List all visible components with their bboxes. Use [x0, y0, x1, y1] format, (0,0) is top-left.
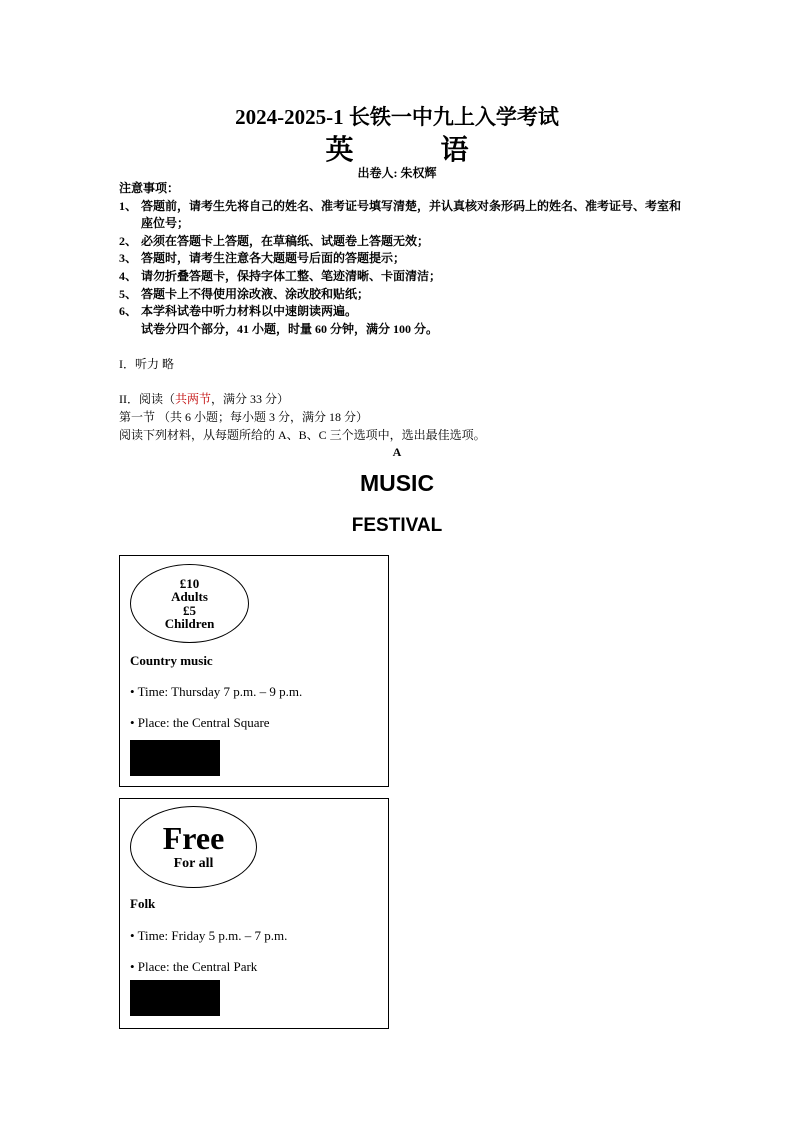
adult-price: £10 [179, 575, 200, 591]
note-item [119, 198, 689, 233]
note-item [119, 268, 689, 286]
event-time: • Time: Thursday 7 p.m. – 9 p.m. [130, 684, 303, 699]
free-label: Free [162, 820, 225, 856]
child-price: £5 [183, 602, 196, 618]
note-item [119, 303, 689, 321]
event-card-country [119, 555, 389, 787]
child-label: Children [164, 616, 215, 631]
event-place: • Place: the Central Square [130, 715, 270, 730]
price-oval [130, 564, 249, 643]
redacted-box [130, 980, 220, 1016]
festival-title: MUSIC [359, 470, 435, 496]
event-genre: Country music [130, 653, 213, 668]
note-text: 请勿折叠答题卡，保持字体工整、笔迹清晰、卡面清洁； [141, 268, 442, 283]
note-text: 答题时，请考生注意各大题题号后面的答题提示； [141, 251, 406, 266]
event-genre: Folk [130, 896, 156, 911]
festival-subtitle: FESTIVAL [351, 515, 443, 536]
note-item [119, 233, 689, 251]
note-number: 3、 [119, 251, 138, 266]
price-oval [130, 806, 257, 888]
part-two-highlight: 共两节 [175, 392, 212, 406]
adult-label: Adults [171, 589, 208, 604]
note-number: 6、 [119, 304, 138, 319]
note-text: 答题卡上不得使用涂改液、涂改胶和贴纸； [141, 286, 370, 301]
part-two-prefix: II．阅读（ [119, 392, 175, 406]
note-text: 本学科试卷中听力材料以中速朗读两遍。 [141, 304, 358, 319]
exam-notes [119, 180, 689, 338]
redacted-box [130, 740, 220, 776]
for-all-label: For all [173, 856, 214, 871]
event-place: • Place: the Central Park [130, 959, 258, 974]
event-card-folk [119, 798, 389, 1029]
exam-title: 2024-2025-1 长铁一中九上入学考试 [235, 105, 559, 129]
note-item [119, 286, 689, 304]
note-text: 必须在答题卡上答题，在草稿纸、试题卷上答题无效； [141, 233, 430, 248]
part-two-heading [119, 390, 289, 407]
part-one-heading: I．听力 略 [119, 357, 174, 371]
exam-format-note: 试卷分四个部分，41 小题，时量 60 分钟，满分 100 分。 [141, 321, 439, 336]
note-number: 2、 [119, 233, 138, 248]
note-number: 4、 [119, 268, 138, 283]
note-number: 5、 [119, 286, 138, 301]
subject-title: 英 语 [325, 135, 509, 166]
notes-heading: 注意事项： [119, 181, 180, 195]
passage-label: A [392, 445, 402, 459]
part-two-suffix: ，满分 33 分） [211, 392, 290, 406]
note-number: 1、 [119, 198, 138, 213]
note-text: 答题前，请考生先将自己的姓名、准考证号填写清楚，并认真核对条形码上的姓名、准考证号、考室和座位号； [141, 198, 682, 231]
event-time: • Time: Friday 5 p.m. – 7 p.m. [130, 928, 288, 943]
note-item [119, 250, 689, 268]
author-line: 出卷人: 朱权辉 [357, 166, 437, 180]
section-one-heading: 第一节 （共 6 小题；每小题 3 分，满分 18 分） [119, 410, 369, 424]
reading-instruction: 阅读下列材料，从每题所给的 A、B、C 三个选项中，选出最佳选项。 [119, 428, 486, 442]
